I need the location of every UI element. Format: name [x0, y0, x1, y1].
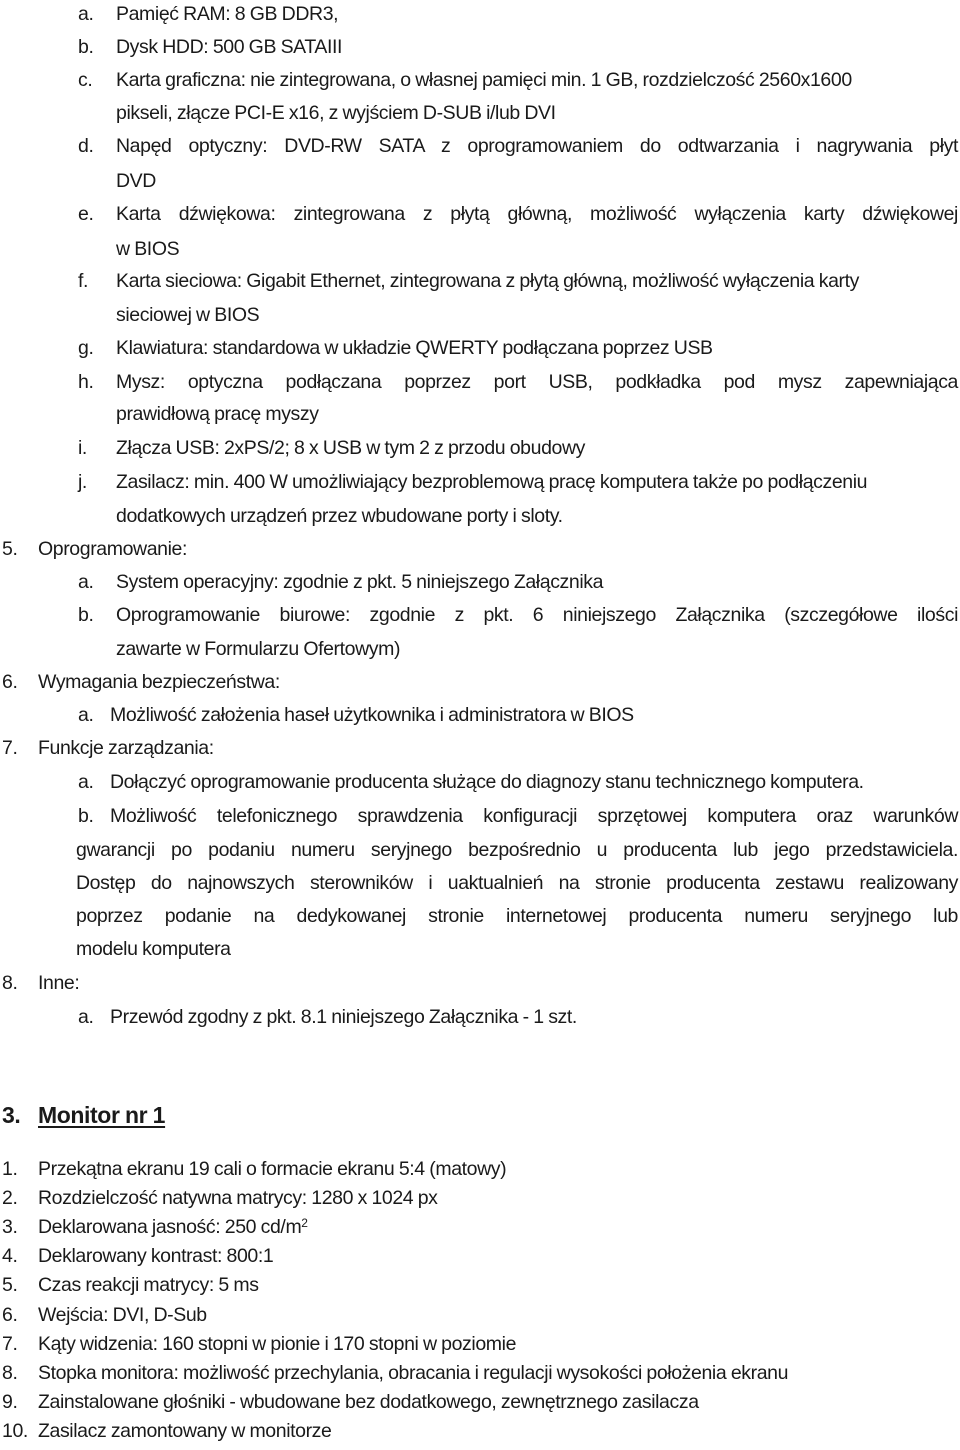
section-title: Inne: — [38, 972, 80, 994]
list-item-text: Pamięć RAM: 8 GB DDR3, — [116, 3, 339, 25]
list-item-text: Klawiatura: standardowa w układzie QWERTY podłączana poprzez USB — [116, 337, 713, 359]
list-item-text: DVD — [116, 170, 156, 192]
list-marker: a. — [78, 3, 94, 25]
list-item-text — [38, 1218, 308, 1238]
list-item-text: Napęd optyczny: DVD-RW SATA z oprogramowaniem do odtwarzania i nagrywania płyt — [116, 135, 958, 157]
section-title: Wymagania bezpieczeństwa: — [38, 671, 280, 693]
list-item-text: System operacyjny: zgodnie z pkt. 5 niniejszego Załącznika — [116, 571, 604, 593]
heading-number: 3. — [2, 1102, 21, 1128]
list-marker: h. — [78, 371, 94, 393]
list-item-text: Deklarowany kontrast: 800:1 — [38, 1245, 274, 1267]
list-item-text: Kąty widzenia: 160 stopni w pionie i 170 stopni w poziomie — [38, 1333, 517, 1355]
list-marker: 2. — [2, 1187, 18, 1209]
heading-title: Monitor nr 1 — [38, 1102, 166, 1128]
list-item-text: Rozdzielczość natywna matrycy: 1280 x 1024 px — [38, 1187, 438, 1209]
list-item-text: Zainstalowane głośniki - wbudowane bez dodatkowego, zewnętrznego zasilacza — [38, 1391, 699, 1413]
list-marker: 5. — [2, 1274, 18, 1296]
list-item-text: gwarancji po podaniu numeru seryjnego bezpośrednio u producenta lub jego przedstawiciela. — [76, 839, 958, 861]
list-item-text: Karta graficzna: nie zintegrowana, o własnej pamięci min. 1 GB, rozdzielczość 2560x1600 — [116, 69, 852, 91]
section-title: Oprogramowanie: — [38, 538, 187, 560]
list-item-text: sieciowej w BIOS — [116, 304, 260, 326]
list-marker: f. — [78, 270, 89, 292]
list-marker: i. — [78, 437, 87, 459]
list-item-text: Czas reakcji matrycy: 5 ms — [38, 1274, 259, 1296]
section-number: 6. — [2, 671, 18, 693]
list-marker: j. — [78, 471, 87, 493]
list-marker: b. — [78, 604, 94, 626]
list-item-text: Złącza USB: 2xPS/2; 8 x USB w tym 2 z przodu obudowy — [116, 437, 585, 459]
list-item-text: poprzez podanie na dedykowanej stronie internetowej producenta numeru seryjnego lub — [76, 905, 958, 927]
list-item-text: Stopka monitora: możliwość przechylania, obracania i regulacji wysokości położenia ekranu — [38, 1362, 789, 1384]
list-marker: a. — [78, 704, 94, 726]
list-marker: 3. — [2, 1216, 18, 1238]
section-title: Funkcje zarządzania: — [38, 737, 214, 759]
list-marker: b. — [78, 36, 94, 58]
list-item-text: Oprogramowanie biurowe: zgodnie z pkt. 6 niniejszego Załącznika (szczegółowe ilości — [116, 604, 958, 626]
list-marker: 8. — [2, 1362, 18, 1384]
list-item-text: Zasilacz zamontowany w monitorze — [38, 1420, 332, 1442]
list-item-text: dodatkowych urządzeń przez wbudowane porty i sloty. — [116, 505, 563, 527]
list-item-text: prawidłową pracę myszy — [116, 403, 319, 425]
list-marker: a. — [78, 571, 94, 593]
list-marker: e. — [78, 203, 94, 225]
superscript: 2 — [301, 1216, 308, 1230]
list-marker: 6. — [2, 1304, 18, 1326]
list-item-text: pikseli, złącze PCI-E x16, z wyjściem D-SUB i/lub DVI — [116, 102, 556, 124]
list-marker: g. — [78, 337, 94, 359]
list-item-text: w BIOS — [116, 238, 180, 260]
section-number: 7. — [2, 737, 18, 759]
list-marker: 9. — [2, 1391, 18, 1413]
list-item-text: Zasilacz: min. 400 W umożliwiający bezproblemową pracę komputera także po podłączeniu — [116, 471, 868, 493]
section-number: 8. — [2, 972, 18, 994]
list-item-text: Mysz: optyczna podłączana poprzez port USB, podkładka pod mysz zapewniająca — [116, 371, 958, 393]
list-marker: 10. — [2, 1420, 28, 1442]
list-marker: 1. — [2, 1158, 18, 1180]
list-item-text: Karta dźwiękowa: zintegrowana z płytą główną, możliwość wyłączenia karty dźwiękowej — [116, 203, 958, 225]
list-marker: 7. — [2, 1333, 18, 1355]
list-item-text: Dostęp do najnowszych sterowników i uaktualnień na stronie producenta zestawu realizowany — [76, 872, 958, 894]
list-marker: a. — [78, 1006, 94, 1028]
list-item-text: Wejścia: DVI, D-Sub — [38, 1304, 207, 1326]
list-item-text: Przekątna ekranu 19 cali o formacie ekranu 5:4 (matowy) — [38, 1158, 507, 1180]
item-text: Deklarowana jasność: 250 cd/m — [38, 1216, 302, 1238]
list-marker: d. — [78, 135, 94, 157]
section-number: 5. — [2, 538, 18, 560]
list-item-text: zawarte w Formularzu Ofertowym) — [116, 638, 401, 660]
list-marker: b. — [78, 805, 94, 827]
list-marker: c. — [78, 69, 93, 91]
list-item-text: modelu komputera — [76, 938, 231, 960]
list-item-text: Dołączyć oprogramowanie producenta służące do diagnozy stanu technicznego komputera. — [110, 771, 864, 793]
list-item-text: Dysk HDD: 500 GB SATAIII — [116, 36, 343, 58]
list-item-text: Możliwość założenia haseł użytkownika i administratora w BIOS — [110, 704, 634, 726]
list-item-text: Przewód zgodny z pkt. 8.1 niniejszego Załącznika - 1 szt. — [110, 1006, 577, 1028]
list-item-text: Możliwość telefonicznego sprawdzenia konfiguracji sprzętowej komputera oraz warunków — [110, 805, 958, 827]
list-item-text: Karta sieciowa: Gigabit Ethernet, zintegrowana z płytą główną, możliwość wyłączenia karty — [116, 270, 860, 292]
list-marker: a. — [78, 771, 94, 793]
list-marker: 4. — [2, 1245, 18, 1267]
